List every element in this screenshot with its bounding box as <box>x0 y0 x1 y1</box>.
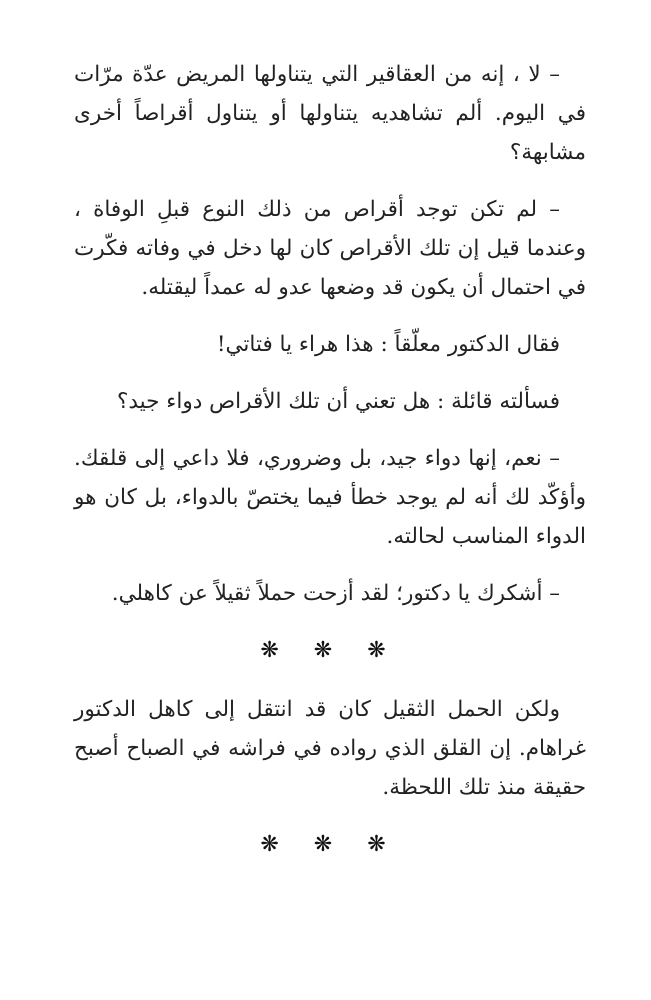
paragraph-3: فقال الدكتور معلّقاً : هذا هراء يا فتاتي! <box>216 332 560 357</box>
paragraph-2: – لم تكن توجد أقراص من ذلك النوع قبلِ الوفاة ، وعندما قيل إن تلك الأقراص كان لها دخل في وفاته فكّرت في احتمال أن يكون قد وضعها عدو له عمداً ليقتله. <box>74 197 586 300</box>
paragraph-4: فسألته قائلة : هل تعني أن تلك الأقراص دواء جيد؟ <box>116 389 560 414</box>
closing-paragraph: ولكن الحمل الثقيل كان قد انتقل إلى كاهل الدكتور غراهام. إن القلق الذي رواده في فراشه في الصباح أصبح حقيقة منذ تلك اللحظة. <box>74 697 586 800</box>
paragraph-6: – أشكرك يا دكتور؛ لقد أزحت حملاً ثقيلاً عن كاهلي. <box>111 581 560 606</box>
section-separator-asterisks-icon: ❋ ❋ ❋ <box>260 638 400 663</box>
paragraph-5: – نعم، إنها دواء جيد، بل وضروري، فلا داعي إلى قلقك. وأؤكّد لك أنه لم يوجد خطأ فيما يختصّ بالدواء، بل كان هو الدواء المناسب لحالته. <box>74 446 586 549</box>
book-page <box>74 55 586 864</box>
end-separator-asterisks-icon: ❋ ❋ ❋ <box>260 832 400 857</box>
paragraph-1: – لا ، إنه من العقاقير التي يتناولها المريض عدّة مرّات في اليوم. ألم تشاهديه يتناولها أو يتناول أقراصاً أخرى مشابهة؟ <box>74 62 586 165</box>
